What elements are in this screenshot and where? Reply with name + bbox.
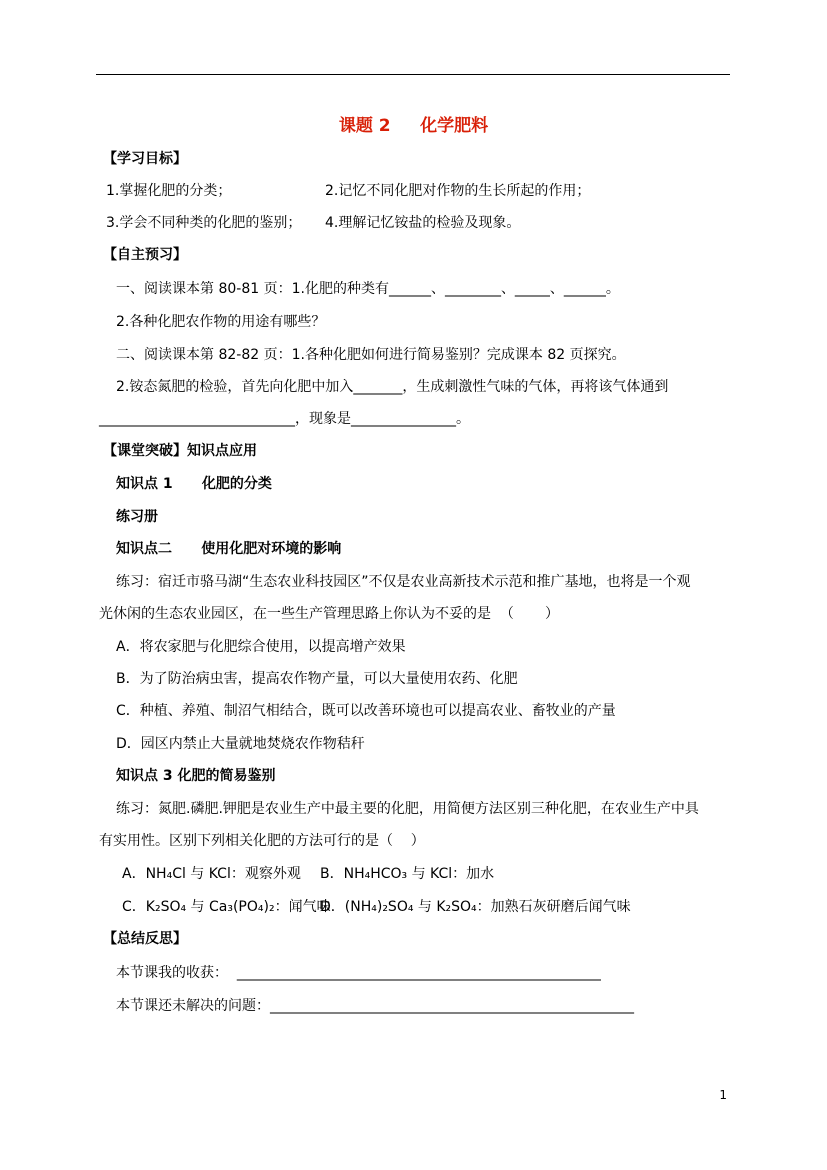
k2-option-d: D．园区内禁止大量就地焚烧农作物秸秆: [116, 736, 365, 752]
k3-option-c: C．K₂SO₄ 与 Ca₃(PO₄)₂：闻气味: [122, 899, 331, 915]
k1-practice: 练习册: [116, 509, 158, 525]
goal-2: 2.记忆不同化肥对作物的生长所起的作用；: [325, 183, 591, 199]
header-rule: [96, 74, 730, 75]
preview-2: 2.各种化肥农作物的用途有哪些？: [116, 314, 326, 330]
summary-unsolved: 本节课还未解决的问题：____________________________________________________: [116, 998, 634, 1014]
k3-option-d: D．(NH₄)₂SO₄ 与 K₂SO₄：加熟石灰研磨后闻气味: [320, 899, 631, 915]
goal-1: 1.掌握化肥的分类；: [106, 183, 232, 199]
k2-question-line2: 光休闲的生态农业园区，在一些生产管理思路上你认为不妥的是 （ ）: [99, 606, 560, 622]
k1-title: 知识点 1 化肥的分类: [116, 476, 272, 492]
summary-gain: 本节课我的收获： ____________________________________________________: [116, 965, 601, 981]
preview-1: 一、阅读课本第 80-81 页：1.化肥的种类有______、________、_____、______。: [116, 281, 620, 297]
k2-title: 知识点二 使用化肥对环境的影响: [116, 541, 342, 557]
preview-5: ____________________________，现象是_______________。: [99, 411, 470, 427]
k3-title: 知识点 3 化肥的简易鉴别: [116, 768, 276, 784]
goal-4: 4.理解记忆铵盐的检验及现象。: [325, 215, 521, 231]
k2-option-a: A．将农家肥与化肥综合使用，以提高增产效果: [116, 639, 406, 655]
section-summary: 【总结反思】: [103, 931, 187, 947]
preview-3: 二、阅读课本第 82-82 页：1.各种化肥如何进行简易鉴别？完成课本 82 页探究。: [116, 347, 626, 363]
k3-option-a: A．NH₄Cl 与 KCl：观察外观: [122, 866, 301, 882]
section-preview: 【自主预习】: [103, 247, 187, 263]
preview-4: 2.铵态氮肥的检验，首先向化肥中加入_______，生成刺激性气味的气体，再将该气体通到: [116, 379, 669, 395]
page-title: 课题 2 化学肥料: [338, 116, 489, 136]
k2-option-c: C．种植、养殖、制沼气相结合，既可以改善环境也可以提高农业、畜牧业的产量: [116, 703, 616, 719]
k3-question-line1: 练习：氮肥.磷肥.钾肥是农业生产中最主要的化肥，用简便方法区别三种化肥，在农业生产中具: [116, 801, 699, 817]
k2-option-b: B．为了防治病虫害，提高农作物产量，可以大量使用农药、化肥: [116, 671, 518, 687]
page-number: 1: [719, 1088, 727, 1102]
k2-question-line1: 练习：宿迁市骆马湖“生态农业科技园区”不仅是农业高新技术示范和推广基地，也将是一个观: [116, 574, 691, 590]
k3-option-b: B．NH₄HCO₃ 与 KCl：加水: [320, 866, 495, 882]
goal-3: 3.学会不同种类的化肥的鉴别；: [106, 215, 302, 231]
k3-question-line2: 有实用性。区别下列相关化肥的方法可行的是（ ）: [99, 833, 425, 849]
section-goals: 【学习目标】: [103, 151, 187, 167]
section-class: 【课堂突破】知识点应用: [103, 443, 257, 459]
